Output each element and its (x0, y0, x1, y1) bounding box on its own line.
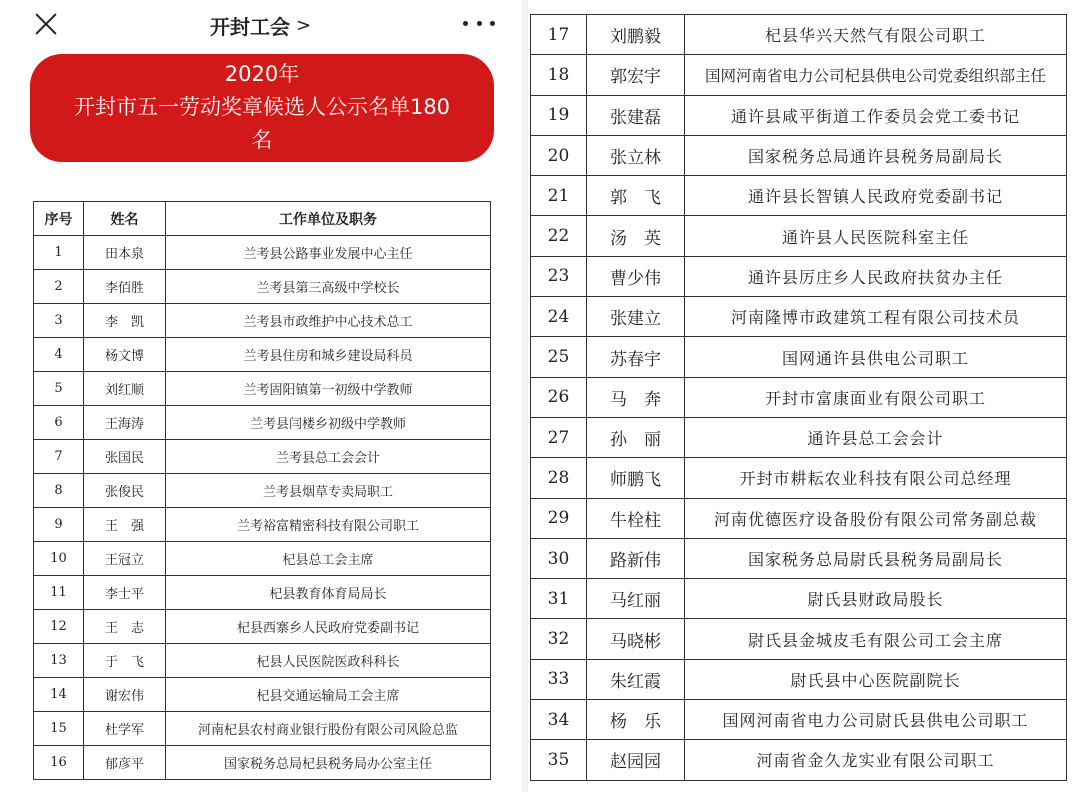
table-row (531, 619, 1067, 659)
row-name: 李佰胜 (84, 270, 166, 304)
table-row (531, 216, 1067, 256)
row-unit: 国网河南省电力公司尉氏县供电公司职工 (685, 700, 1067, 740)
row-number: 9 (34, 508, 84, 542)
table-row (34, 644, 491, 678)
table-row (34, 474, 491, 508)
row-name: 郁彦平 (84, 746, 166, 780)
table-row (531, 579, 1067, 619)
table-row (531, 659, 1067, 699)
row-number: 26 (531, 377, 587, 417)
row-unit: 兰考县住房和城乡建设局科员 (166, 338, 491, 372)
row-name: 王海涛 (84, 406, 166, 440)
table-row (531, 135, 1067, 175)
table-row (34, 542, 491, 576)
row-name: 曹少伟 (587, 256, 685, 296)
row-name: 张俊民 (84, 474, 166, 508)
table-row (531, 498, 1067, 538)
row-number: 32 (531, 619, 587, 659)
row-name: 刘红顺 (84, 372, 166, 406)
table-row (531, 377, 1067, 417)
table-row (531, 417, 1067, 457)
row-number: 25 (531, 337, 587, 377)
row-number: 2 (34, 270, 84, 304)
header-unit: 工作单位及职务 (166, 202, 491, 236)
table-row (34, 610, 491, 644)
table-row (34, 304, 491, 338)
more-dots-icon[interactable] (463, 11, 495, 35)
row-unit: 兰考县烟草专卖局职工 (166, 474, 491, 508)
row-unit: 兰考县闫楼乡初级中学教师 (166, 406, 491, 440)
row-unit: 国家税务总局尉氏县税务局副局长 (685, 538, 1067, 578)
table-row (531, 538, 1067, 578)
row-unit: 国网河南省电力公司杞县供电公司党委组织部主任 (685, 55, 1067, 95)
row-name: 于 飞 (84, 644, 166, 678)
table-row (531, 740, 1067, 780)
row-unit: 兰考县总工会会计 (166, 440, 491, 474)
right-phone-screen (528, 0, 1080, 792)
header-name: 姓名 (84, 202, 166, 236)
row-name: 王 强 (84, 508, 166, 542)
row-name: 马 奔 (587, 377, 685, 417)
row-unit: 杞县人民医院医政科科长 (166, 644, 491, 678)
row-number: 23 (531, 256, 587, 296)
row-unit: 河南隆博市政建筑工程有限公司技术员 (685, 297, 1067, 337)
row-number: 10 (34, 542, 84, 576)
table-row (34, 338, 491, 372)
account-title-link[interactable] (210, 10, 311, 40)
row-number: 30 (531, 538, 587, 578)
table-row (531, 176, 1067, 216)
table-row (34, 712, 491, 746)
row-name: 张建立 (587, 297, 685, 337)
row-name: 苏春宇 (587, 337, 685, 377)
row-name: 谢宏伟 (84, 678, 166, 712)
row-name: 田本泉 (84, 236, 166, 270)
row-name: 赵园园 (587, 740, 685, 780)
row-unit: 通许县总工会会计 (685, 417, 1067, 457)
title-banner (30, 54, 494, 162)
table-row (34, 746, 491, 780)
row-number: 8 (34, 474, 84, 508)
row-number: 34 (531, 700, 587, 740)
row-unit: 杞县华兴天然气有限公司职工 (685, 15, 1067, 55)
row-name: 朱红霞 (587, 659, 685, 699)
row-number: 6 (34, 406, 84, 440)
row-unit: 兰考县第三高级中学校长 (166, 270, 491, 304)
table-row (34, 440, 491, 474)
candidate-table-right (530, 14, 1067, 781)
row-number: 1 (34, 236, 84, 270)
chevron-right-icon: > (296, 14, 312, 36)
row-number: 18 (531, 55, 587, 95)
row-name: 张国民 (84, 440, 166, 474)
row-unit: 兰考裕富精密科技有限公司职工 (166, 508, 491, 542)
row-name: 杨 乐 (587, 700, 685, 740)
table-row (34, 678, 491, 712)
banner-line-title: 开封市五一劳动奖章候选人公示名单180 (73, 95, 451, 119)
row-number: 21 (531, 176, 587, 216)
row-name: 张立林 (587, 135, 685, 175)
left-phone-screen (0, 0, 522, 792)
table-header-row (34, 202, 491, 236)
row-name: 杨文博 (84, 338, 166, 372)
row-number: 19 (531, 95, 587, 135)
row-number: 24 (531, 297, 587, 337)
table-row (34, 406, 491, 440)
row-unit: 尉氏县中心医院副院长 (685, 659, 1067, 699)
row-name: 郭 飞 (587, 176, 685, 216)
table-row (531, 55, 1067, 95)
row-unit: 兰考固阳镇第一初级中学教师 (166, 372, 491, 406)
header-no: 序号 (34, 202, 84, 236)
row-name: 马晓彬 (587, 619, 685, 659)
row-number: 29 (531, 498, 587, 538)
close-icon[interactable] (30, 6, 62, 42)
row-name: 孙 丽 (587, 417, 685, 457)
table-row (531, 337, 1067, 377)
dot (477, 21, 482, 26)
row-name: 路新伟 (587, 538, 685, 578)
row-unit: 杞县西寨乡人民政府党委副书记 (166, 610, 491, 644)
row-number: 3 (34, 304, 84, 338)
row-number: 4 (34, 338, 84, 372)
top-nav-bar (0, 0, 522, 52)
table-row (531, 95, 1067, 135)
table-row (34, 576, 491, 610)
row-number: 28 (531, 458, 587, 498)
row-name: 马红丽 (587, 579, 685, 619)
banner-line-suffix: 名 (251, 128, 273, 152)
table-row (34, 236, 491, 270)
row-name: 王冠立 (84, 542, 166, 576)
row-unit: 通许县人民医院科室主任 (685, 216, 1067, 256)
row-unit: 河南优德医疗设备股份有限公司常务副总裁 (685, 498, 1067, 538)
row-unit: 兰考县公路事业发展中心主任 (166, 236, 491, 270)
row-unit: 通许县长智镇人民政府党委副书记 (685, 176, 1067, 216)
row-name: 师鹏飞 (587, 458, 685, 498)
row-number: 15 (34, 712, 84, 746)
row-number: 27 (531, 417, 587, 457)
row-unit: 通许县咸平街道工作委员会党工委书记 (685, 95, 1067, 135)
account-title: 开封工会 (210, 14, 290, 39)
row-unit: 国家税务总局通许县税务局副局长 (685, 135, 1067, 175)
row-unit: 尉氏县财政局股长 (685, 579, 1067, 619)
row-number: 14 (34, 678, 84, 712)
row-name: 李士平 (84, 576, 166, 610)
row-unit: 开封市耕耘农业科技有限公司总经理 (685, 458, 1067, 498)
row-name: 张建磊 (587, 95, 685, 135)
row-unit: 国家税务总局杞县税务局办公室主任 (166, 746, 491, 780)
table-row (531, 256, 1067, 296)
dot (490, 21, 495, 26)
row-number: 33 (531, 659, 587, 699)
row-number: 16 (34, 746, 84, 780)
row-number: 35 (531, 740, 587, 780)
row-name: 汤 英 (587, 216, 685, 256)
row-unit: 杞县总工会主席 (166, 542, 491, 576)
row-unit: 杞县教育体育局局长 (166, 576, 491, 610)
row-unit: 尉氏县金城皮毛有限公司工会主席 (685, 619, 1067, 659)
row-unit: 通许县厉庄乡人民政府扶贫办主任 (685, 256, 1067, 296)
table-row (34, 508, 491, 542)
row-number: 11 (34, 576, 84, 610)
row-name: 牛栓柱 (587, 498, 685, 538)
row-number: 17 (531, 15, 587, 55)
row-unit: 河南省金久龙实业有限公司职工 (685, 740, 1067, 780)
row-number: 7 (34, 440, 84, 474)
row-number: 20 (531, 135, 587, 175)
row-number: 13 (34, 644, 84, 678)
row-name: 郭宏宇 (587, 55, 685, 95)
row-number: 12 (34, 610, 84, 644)
table-row (531, 15, 1067, 55)
row-unit: 开封市富康面业有限公司职工 (685, 377, 1067, 417)
table-row (531, 297, 1067, 337)
row-unit: 杞县交通运输局工会主席 (166, 678, 491, 712)
row-name: 王 志 (84, 610, 166, 644)
row-name: 李 凯 (84, 304, 166, 338)
row-unit: 河南杞县农村商业银行股份有限公司风险总监 (166, 712, 491, 746)
banner-line-year: 2020年 (224, 62, 300, 86)
row-name: 杜学军 (84, 712, 166, 746)
row-unit: 兰考县市政维护中心技术总工 (166, 304, 491, 338)
row-number: 31 (531, 579, 587, 619)
dot (463, 21, 468, 26)
table-row (531, 700, 1067, 740)
row-name: 刘鹏毅 (587, 15, 685, 55)
table-row (34, 270, 491, 304)
row-number: 5 (34, 372, 84, 406)
row-number: 22 (531, 216, 587, 256)
row-unit: 国网通许县供电公司职工 (685, 337, 1067, 377)
candidate-table-left (33, 201, 491, 780)
table-row (34, 372, 491, 406)
table-row (531, 458, 1067, 498)
